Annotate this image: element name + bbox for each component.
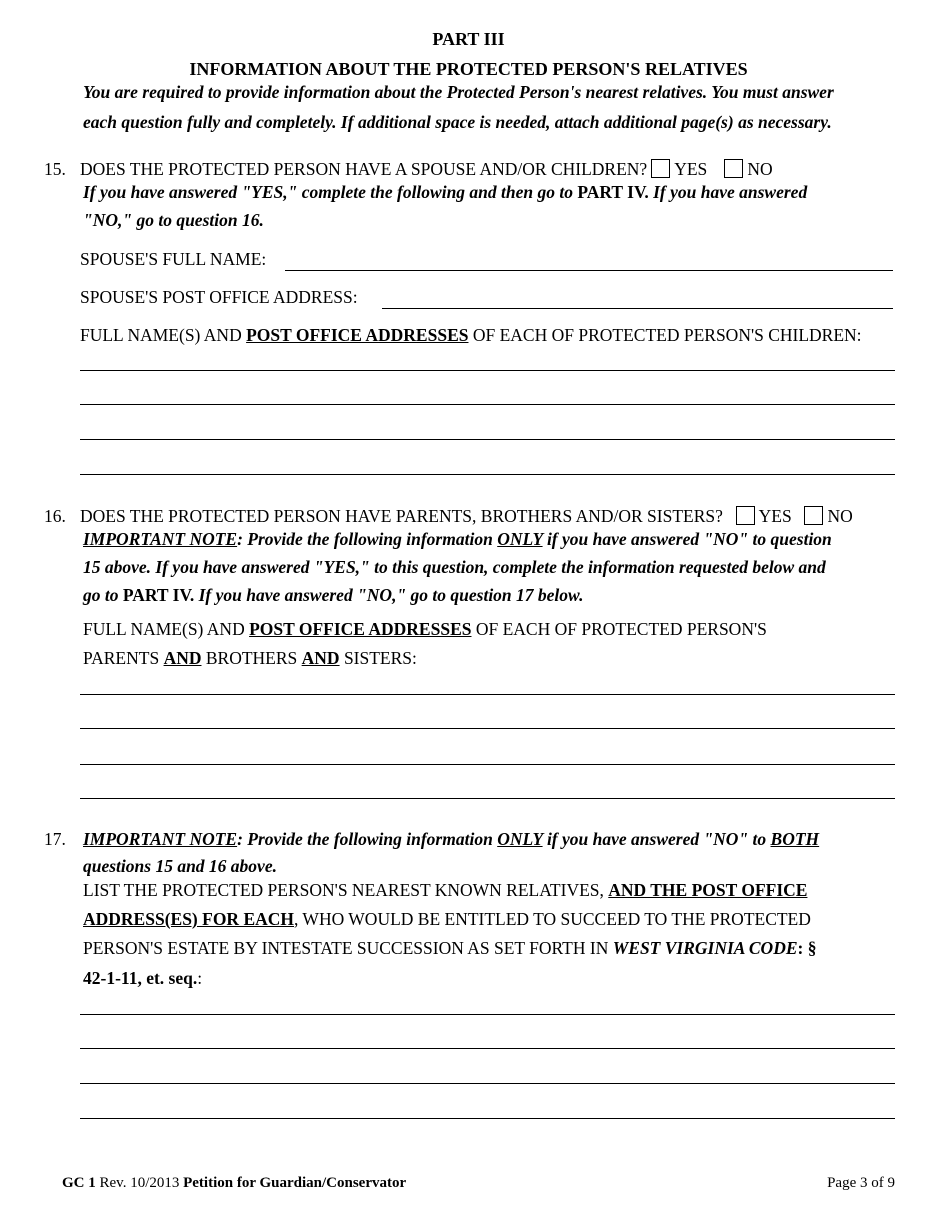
q16-note-line3-b: If you have answered "NO," go to question 17 below. [194, 585, 584, 605]
q16-note-b: if you have answered "NO" to question [542, 529, 832, 549]
q17-line-1[interactable] [80, 1014, 895, 1015]
q16-note-only: ONLY [497, 529, 543, 549]
q15-number: 15. [44, 159, 66, 179]
q16-list2-and1: AND [163, 648, 202, 668]
children-label-b: POST OFFICE ADDRESSES [246, 325, 469, 345]
q16-list-a: FULL NAME(S) AND [83, 619, 250, 639]
q16-list-line-2 [83, 648, 417, 668]
q17-line-2[interactable] [80, 1048, 895, 1049]
q17-note-both: BOTH [770, 829, 820, 849]
footer-form-id: GC 1 [62, 1175, 96, 1191]
q15-no-checkbox[interactable] [724, 159, 743, 178]
q16-list2-b: BROTHERS [201, 648, 302, 668]
q16-yes-checkbox[interactable] [736, 506, 755, 525]
q16-number: 16. [44, 506, 66, 526]
q16-note-label: IMPORTANT NOTE [83, 529, 238, 549]
q16-list-line-1 [83, 619, 767, 639]
q17-list-line-1 [83, 880, 807, 900]
q15-instruction-line-1 [83, 182, 807, 202]
q16-list-b: POST OFFICE ADDRESSES [249, 619, 472, 639]
q16-question-text: DOES THE PROTECTED PERSON HAVE PARENTS, BROTHERS AND/OR SISTERS? [80, 506, 723, 526]
footer-form-title: Petition for Guardian/Conservator [183, 1175, 407, 1191]
spouse-address-label: SPOUSE'S POST OFFICE ADDRESS: [80, 287, 358, 307]
intro-line-2: each question fully and completely. If additional space is needed, attach additional page(s) as necessary. [83, 112, 832, 132]
q16-list-c: OF EACH OF PROTECTED PERSON'S [471, 619, 767, 639]
q15-question-text: DOES THE PROTECTED PERSON HAVE A SPOUSE AND/OR CHILDREN? [80, 159, 648, 179]
q17-list2-b: , WHO WOULD BE ENTITLED TO SUCCEED TO THE PROTECTED [294, 909, 811, 929]
intro-line-1: You are required to provide information about the Protected Person's nearest relatives. You must answer [83, 82, 834, 102]
section-title: INFORMATION ABOUT THE PROTECTED PERSON'S RELATIVES [189, 59, 748, 79]
q16-list2-a: PARENTS [83, 648, 164, 668]
q17-list3-b: : § [797, 938, 817, 958]
footer-rev: Rev. 10/2013 [95, 1175, 184, 1191]
q16-list2-and2: AND [301, 648, 340, 668]
q15-yes-checkbox[interactable] [651, 159, 670, 178]
q17-list4-b: : [197, 968, 203, 988]
q16-note-line-2: 15 above. If you have answered "YES," to this question, complete the information requested below and [83, 557, 826, 577]
q17-note-b: if you have answered "NO" to [542, 829, 771, 849]
q17-line-4[interactable] [80, 1118, 895, 1119]
children-line-4[interactable] [80, 474, 895, 475]
q16-line-4[interactable] [80, 798, 895, 799]
q16-question [80, 506, 853, 526]
q16-note-line3-part: PART IV. [122, 585, 195, 605]
q15-instruction-line-2: "NO," go to question 16. [83, 210, 264, 230]
q16-yes-label: YES [758, 506, 792, 526]
q15-instr-a: If you have answered "YES," complete the following and then go to [83, 182, 578, 202]
q17-note-line-1 [83, 829, 819, 849]
q16-note-line3-a: go to [83, 585, 123, 605]
q17-line-3[interactable] [80, 1083, 895, 1084]
q15-no-label: NO [747, 159, 773, 179]
children-label-c: OF EACH OF PROTECTED PERSON'S CHILDREN: [468, 325, 862, 345]
spouse-address-field[interactable] [382, 308, 893, 309]
q17-note-label: IMPORTANT NOTE [83, 829, 238, 849]
q16-note-line-3 [83, 585, 583, 605]
q17-list2-a: ADDRESS(ES) FOR EACH [83, 909, 294, 929]
q15-instr-b: If you have answered [648, 182, 808, 202]
children-label [80, 325, 862, 345]
children-line-3[interactable] [80, 439, 895, 440]
q17-list-line-2 [83, 909, 811, 929]
children-line-1[interactable] [80, 370, 895, 371]
footer-form-info [62, 1175, 406, 1192]
q17-list4-a: 42-1-11, et. seq. [83, 968, 198, 988]
q16-line-3[interactable] [80, 764, 895, 765]
q17-note-a: : Provide the following information [237, 829, 498, 849]
q15-question [80, 159, 773, 179]
q16-note-a: : Provide the following information [237, 529, 498, 549]
q16-no-checkbox[interactable] [804, 506, 823, 525]
spouse-name-field[interactable] [285, 270, 893, 271]
spouse-name-label: SPOUSE'S FULL NAME: [80, 249, 267, 269]
q17-list-a: LIST THE PROTECTED PERSON'S NEAREST KNOWN RELATIVES, [83, 880, 609, 900]
q17-list-line-3 [83, 938, 816, 958]
q16-list2-c: SISTERS: [339, 648, 417, 668]
children-label-a: FULL NAME(S) AND [80, 325, 247, 345]
footer-page-number: Page 3 of 9 [827, 1175, 895, 1191]
q15-yes-label: YES [674, 159, 708, 179]
q16-note-line-1 [83, 529, 832, 549]
q17-list3-a: PERSON'S ESTATE BY INTESTATE SUCCESSION AS SET FORTH IN [83, 938, 613, 958]
q16-no-label: NO [827, 506, 853, 526]
part-heading: PART III [432, 29, 505, 49]
q15-instr-part: PART IV. [577, 182, 649, 202]
q17-list-b: AND THE POST OFFICE [608, 880, 808, 900]
q16-line-2[interactable] [80, 728, 895, 729]
q16-line-1[interactable] [80, 694, 895, 695]
q17-number: 17. [44, 829, 66, 849]
q17-note-line-2: questions 15 and 16 above. [83, 856, 277, 876]
q17-list-line-4 [83, 968, 202, 988]
q17-list3-code: WEST VIRGINIA CODE [612, 938, 798, 958]
children-line-2[interactable] [80, 404, 895, 405]
q17-note-only: ONLY [497, 829, 543, 849]
